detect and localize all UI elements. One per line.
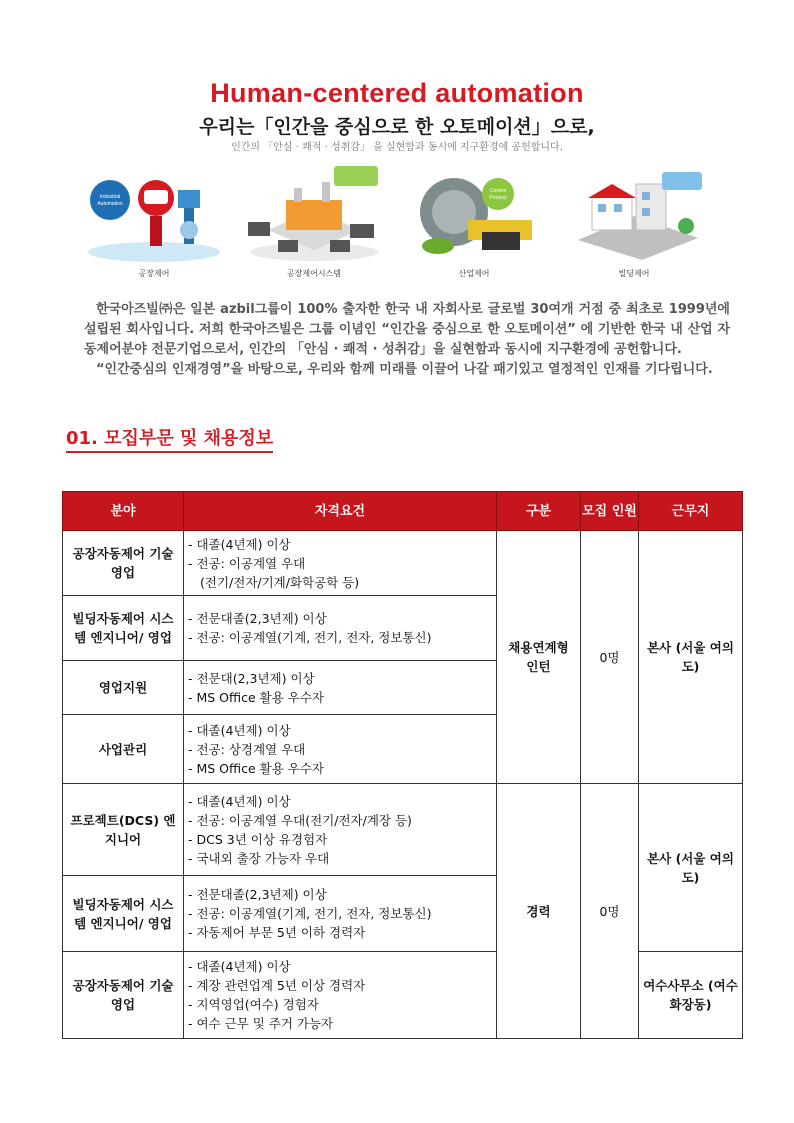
product-building-control	[558, 160, 710, 282]
product-label: 공장제어시스템	[286, 269, 342, 278]
industrial-control-image	[398, 160, 550, 264]
intro-paragraph-2: “인간중심의 인재경영”을 바탕으로, 우리와 함께 미래를 이끌어 나갈 패기있고 열정적인 인재를 기다립니다.	[96, 362, 713, 377]
section-title: 01. 모집부문 및 채용정보	[66, 424, 273, 453]
type-cell: 채용연계형 인턴	[497, 531, 581, 784]
location-cell: 본사 (서울 여의도)	[639, 784, 743, 952]
product-gallery	[78, 160, 710, 282]
header-qualification: 자격요건	[184, 492, 497, 531]
location-cell: 본사 (서울 여의도)	[639, 531, 743, 784]
product-label: 산업제어	[458, 269, 490, 278]
table-row	[63, 952, 743, 1039]
badge-text: Industrial	[99, 194, 121, 200]
field-cell: 빌딩자동제어 시스템 엔지니어/ 영업	[63, 876, 184, 952]
qualification-cell: - 대졸(4년제) 이상 - 전공: 이공계열 우대(전기/전자/계장 등) - DCS 3년 이상 유경험자 - 국내외 출장 가능자 우대	[184, 784, 497, 876]
field-cell: 빌딩자동제어 시스템 엔지니어/ 영업	[63, 596, 184, 661]
subline: 인간의 「안심 · 쾌적 · 성취감」 을 실현함과 동시에 지구환경에 공헌합니다.	[231, 142, 563, 153]
building-control-image	[558, 160, 710, 264]
table-header-row	[63, 492, 743, 531]
field-cell: 사업관리	[63, 715, 184, 784]
qualification-cell: - 전문대졸(2,3년제) 이상 - 전공: 이공계열(기계, 전기, 전자, 정보통신) - 자동제어 부문 5년 이하 경력자	[184, 876, 497, 952]
svg-text:Control: Control	[489, 188, 507, 194]
header-type: 구분	[497, 492, 581, 531]
product-industrial-control	[398, 160, 550, 282]
svg-text:Product: Product	[489, 195, 507, 201]
table-row	[63, 531, 743, 596]
field-cell: 공장자동제어 기술영업	[63, 531, 184, 596]
header-count: 모집 인원	[581, 492, 639, 531]
intro-paragraph-1: 한국아즈빌㈜은 일본 azbil그룹이 100% 출자한 한국 내 자회사로 글로벌 30여개 거점 중 최초로 1999년에 설립된 회사입니다. 저희 한국아즈빌은 그룹 이념인 “인간을 중심으로 한 오토메이션” 에 기반한 한국 내 산업 자동제어분야 전문기업으로서, 인간의 「안심 · 쾌적 · 성취감」을 실현함과 동시에 지구환경에 공헌합니다.	[84, 302, 730, 357]
factory-control-image	[78, 160, 230, 264]
qualification-cell: - 전문대졸(2,3년제) 이상 - 전공: 이공계열(기계, 전기, 전자, 정보통신)	[184, 596, 497, 661]
product-label: 빌딩제어	[618, 269, 650, 278]
product-label: 공장제어	[138, 269, 170, 278]
slogan-title: Human-centered automation	[210, 78, 584, 108]
recruitment-table	[62, 491, 743, 1039]
qualification-cell: - 전문대(2,3년제) 이상 - MS Office 활용 우수자	[184, 661, 497, 715]
qualification-cell: - 대졸(4년제) 이상 - 계장 관련업계 5년 이상 경력자 - 지역영업(여수) 경험자 - 여수 근무 및 주거 가능자	[184, 952, 497, 1039]
qualification-cell: - 대졸(4년제) 이상 - 전공: 이공계열 우대 (전기/전자/기계/화학공학 등)	[184, 531, 497, 596]
count-cell: 0명	[581, 784, 639, 1039]
field-cell: 프로젝트(DCS) 엔지니어	[63, 784, 184, 876]
table-row	[63, 784, 743, 876]
field-cell: 공장자동제어 기술영업	[63, 952, 184, 1039]
qualification-cell: - 대졸(4년제) 이상 - 전공: 상경계열 우대 - MS Office 활용 우수자	[184, 715, 497, 784]
svg-text:Automation: Automation	[97, 201, 123, 207]
header-location: 근무지	[639, 492, 743, 531]
product-factory-system	[238, 160, 390, 282]
field-cell: 영업지원	[63, 661, 184, 715]
company-intro	[84, 300, 730, 380]
location-cell: 여수사무소 (여수 화장동)	[639, 952, 743, 1039]
count-cell: 0명	[581, 531, 639, 784]
factory-system-image	[238, 160, 390, 264]
product-factory-control	[78, 160, 230, 282]
headline: 우리는「인간을 중심으로 한 오토메이션」으로,	[199, 116, 595, 138]
type-cell: 경력	[497, 784, 581, 1039]
header-field: 분야	[63, 492, 184, 531]
